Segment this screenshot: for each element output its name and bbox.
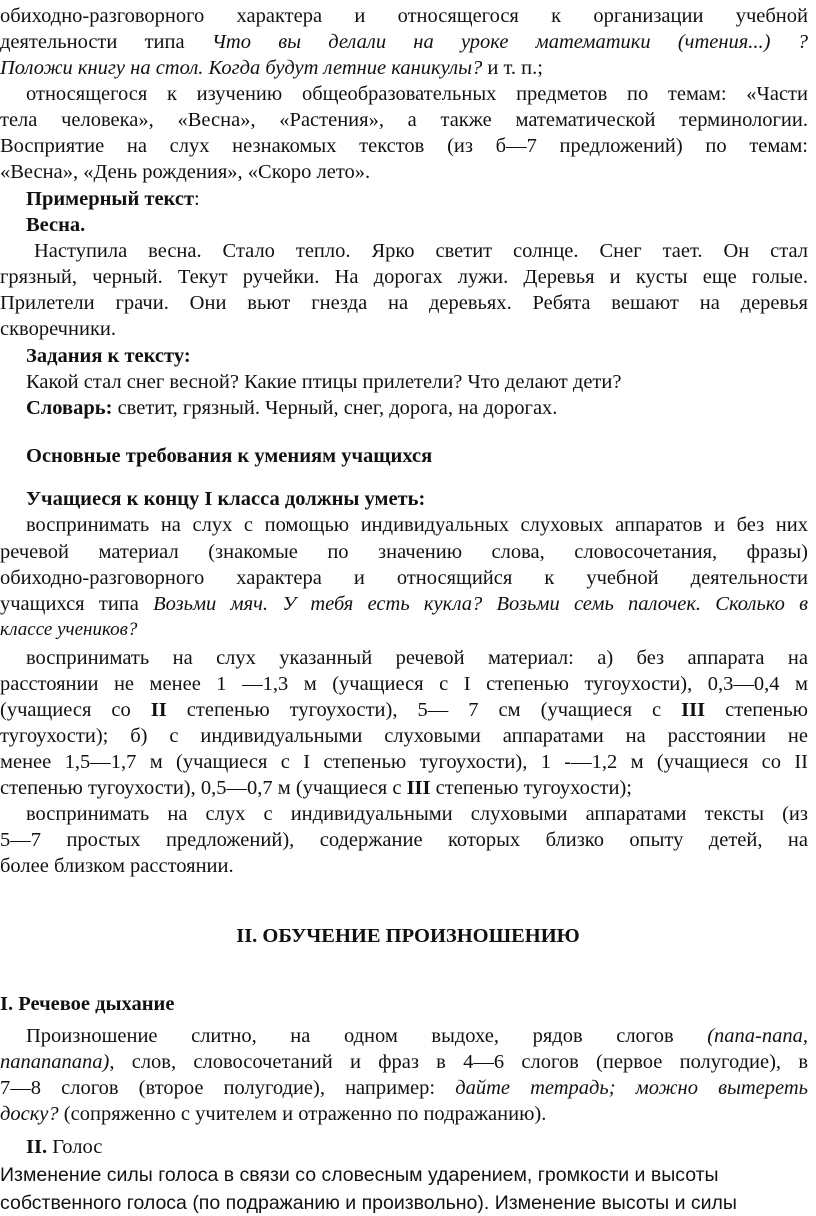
text: Наступила весна. Стало тепло. Ярко светит солнце. Снег тает. Он стал [34,240,808,262]
dictionary-words: светит, грязный. Черный, снег, дорога, на дорогах. [112,397,558,419]
subsection-title: II. Голос [26,1136,103,1158]
text-line [0,55,808,81]
italic-example: Что вы делали на уроке математики (чтения...) ? [211,31,808,53]
text: более близком расстоянии. [0,855,234,877]
text-line [26,801,808,827]
text: учащихся типа [0,593,154,615]
text-line: (учащиеся со II степенью тугоухости), 5— 7 см (учащиеся с III степенью [0,699,808,721]
text-line: степенью тугоухости), 0,5—0,7 м (учащиеся с III степенью тугоухости); [0,777,632,799]
text: тугоухости); б) с индивидуальными слуховыми аппаратами на расстоянии не [0,725,808,747]
text-line [0,107,808,133]
text-line [26,81,808,107]
sample-title: Весна. [26,214,86,236]
text-line: Произношение слитно, на одном выдохе, рядов слогов (папа-папа, [26,1025,808,1047]
text-line [0,1190,808,1216]
text-line [0,565,808,591]
text-line [0,827,808,853]
text-line [26,512,808,538]
tasks-label: Задания к тексту: [26,345,191,367]
text: собственного голоса (по подражанию и произвольно). Изменение высоты и силы [0,1192,737,1214]
dictionary-line [26,395,808,421]
sample-text-label: Примерный текст: [26,188,200,210]
italic-example: Возьми мяч. У тебя есть кукла? Возьми семь палочек. Сколько в [153,593,808,615]
text-line [0,853,808,879]
text-line [0,539,808,565]
text: скворечники. [0,318,116,340]
text-line [0,159,808,185]
text-line: доску? (сопряженно с учителем и отраженно по подражанию). [0,1103,547,1125]
text-line [0,290,808,316]
italic-example: дайте тетрадь; можно вытереть [455,1077,808,1099]
subsection-title: I. Речевое дыхание [0,993,175,1015]
dictionary-label: Словарь: [26,397,113,419]
text-line [0,133,808,159]
text: воспринимать на слух с помощью индивидуальных слуховых аппаратов и без них [26,514,808,536]
text: относящегося к изучению общеобразовательных предметов по темам: «Части [26,83,808,105]
text: Прилетели грачи. Они вьют гнезда на деревьях. Ребята вешают на деревья [0,292,808,314]
section-title: II. ОБУЧЕНИЕ ПРОИЗНОШЕНИЮ [236,925,580,947]
text: тела человека», «Весна», «Растения», а также математической терминологии. [0,109,808,131]
tasks-text: Какой стал снег весной? Какие птицы прилетели? Что делают дети? [26,371,622,393]
text: речевой материал (знакомые по значению слова, словосочетания, фразы) [0,541,808,563]
text-line [0,591,808,617]
text-line [0,1162,808,1188]
requirements-heading: Основные требования к умениям учащихся [26,445,433,467]
text: деятельности типа [0,31,212,53]
text: Восприятие на слух незнакомых текстов (из б—7 предложений) по темам: [0,135,808,157]
text: «Весна», «День рождения», «Скоро лето». [0,161,371,183]
text-line: папапапапа), слов, словосочетаний и фраз в 4—6 слогов (первое полугодие), в [0,1051,808,1073]
italic-example: доску? [0,1103,59,1125]
text-line [0,3,808,29]
text: Изменение силы голоса в связи со словесным ударением, громкости и высоты [0,1164,719,1186]
italic-example: классе учеников? [0,619,138,640]
text: менее 1,5—1,7 м (учащиеся с I степенью тугоухости), 1 -—1,2 м (учащиеся со II [0,751,808,773]
text-line [34,238,808,264]
text-line [26,645,808,671]
text: 5—7 простых предложений), содержание которых близко опыту детей, на [0,829,808,851]
italic-example: Положи книгу на стол. Когда будут летние каникулы? [0,57,483,79]
text-line [0,671,808,697]
text: и т. п.; [482,57,543,79]
text: воспринимать на слух указанный речевой материал: а) без аппарата на [26,647,808,669]
text-line [0,617,808,643]
italic-example: (папа-папа, [707,1025,808,1047]
text-line [0,723,808,749]
text: обиходно-разговорного характера и относящегося к организации учебной [0,5,808,27]
text-line [0,29,808,55]
text: расстоянии не менее 1 —1,3 м (учащиеся с I степенью тугоухости), 0,3—0,4 м [0,673,808,695]
text-line [0,316,808,342]
text: воспринимать на слух с индивидуальными слуховыми аппаратами тексты (из [26,803,808,825]
text-line [0,749,808,775]
italic-example: папапапапа), [0,1051,115,1073]
text: обиходно-разговорного характера и относящийся к учебной деятельности [0,567,808,589]
text-line: 7—8 слогов (второе полугодие), например: дайте тетрадь; можно вытереть [0,1077,808,1099]
text-line [0,264,808,290]
text: грязный, черный. Текут ручейки. На дорогах лужи. Деревья и кусты еще голые. [0,266,808,288]
requirements-subheading: Учащиеся к концу I класса должны уметь: [26,488,426,510]
